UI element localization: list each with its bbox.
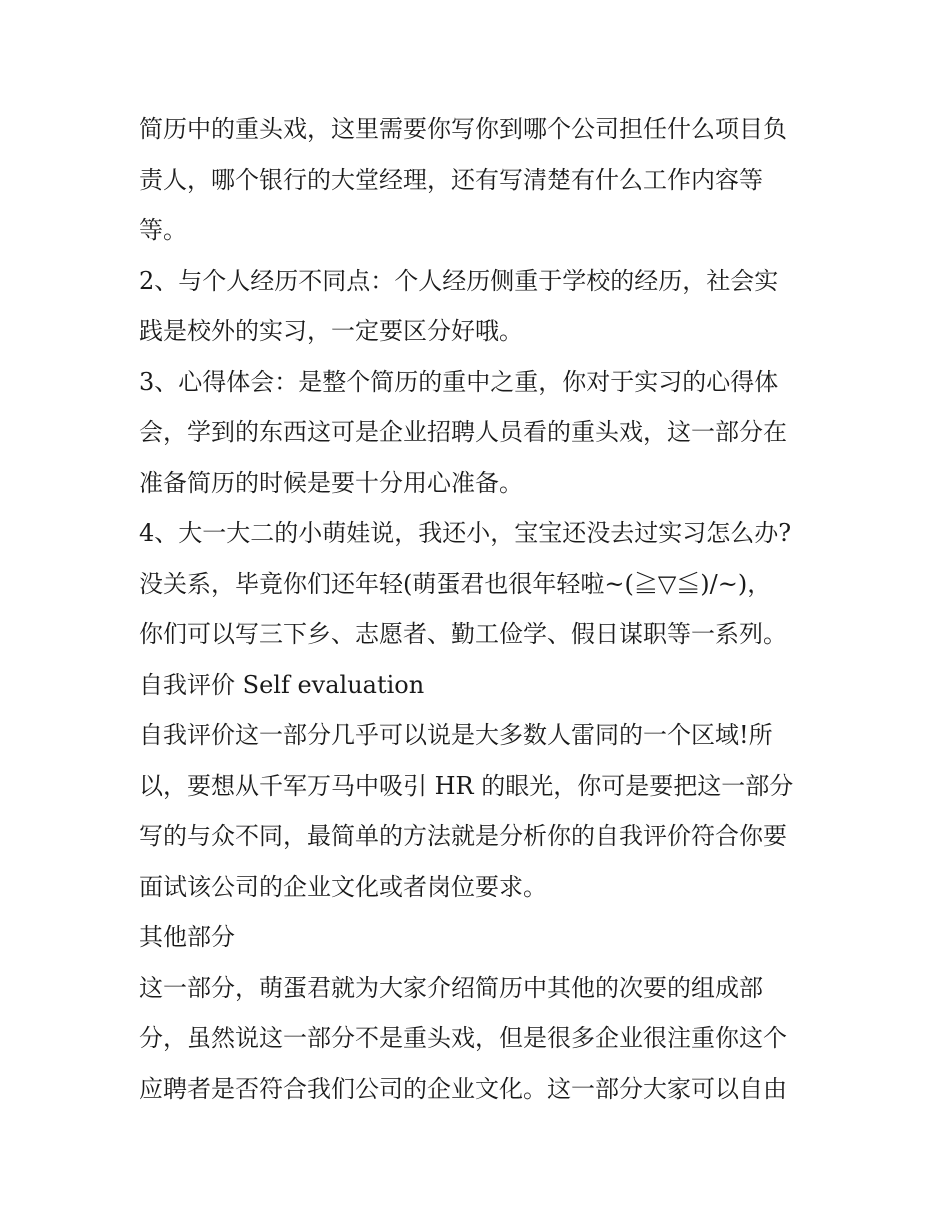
list-item-line: 你们可以写三下乡、志愿者、勤工俭学、假日谋职等一系列。: [139, 620, 787, 648]
paragraph-line: 这一部分，萌蛋君就为大家介绍简历中其他的次要的组成部: [139, 973, 763, 1002]
paragraph-line: 简历中的重头戏，这里需要你写你到哪个公司担任什么项目负: [139, 115, 787, 143]
paragraph-line: 应聘者是否符合我们公司的企业文化。这一部分大家可以自由: [139, 1074, 787, 1103]
list-item-line: 3、心得体会：是整个简历的重中之重，你对于实习的心得体: [139, 367, 779, 396]
section-heading-self-evaluation: 自我评价 Self evaluation: [139, 670, 425, 699]
paragraph-line: 责人，哪个银行的大堂经理，还有写清楚有什么工作内容等: [139, 165, 763, 194]
paragraph-line: 面试该公司的企业文化或者岗位要求。: [139, 872, 547, 901]
list-item-line: 践是校外的实习，一定要区分好哦。: [139, 317, 523, 345]
list-item-line: 会，学到的东西这可是企业招聘人员看的重头戏，这一部分在: [139, 418, 787, 446]
document-body: [139, 104, 829, 1114]
list-item-line: 没关系，毕竟你们还年轻(萌蛋君也很年轻啦~(≧▽≦)/~)，: [139, 569, 772, 598]
section-heading-other: 其他部分: [139, 923, 235, 951]
paragraph-line: 等。: [139, 216, 187, 244]
paragraph-line: 自我评价这一部分几乎可以说是大多数人雷同的一个区域!所: [139, 721, 773, 749]
paragraph-line: 写的与众不同，最简单的方法就是分析你的自我评价符合你要: [139, 822, 787, 850]
paragraph-line: 以，要想从千军万马中吸引 HR 的眼光，你可是要把这一部分: [139, 771, 794, 800]
paragraph-line: 分，虽然说这一部分不是重头戏，但是很多企业很注重你这个: [139, 1024, 787, 1052]
list-item-line: 4、大一大二的小萌娃说，我还小，宝宝还没去过实习怎么办?: [139, 519, 792, 547]
list-item-line: 2、与个人经历不同点：个人经历侧重于学校的经历，社会实: [139, 266, 779, 295]
list-item-line: 准备简历的时候是要十分用心准备。: [139, 468, 523, 497]
